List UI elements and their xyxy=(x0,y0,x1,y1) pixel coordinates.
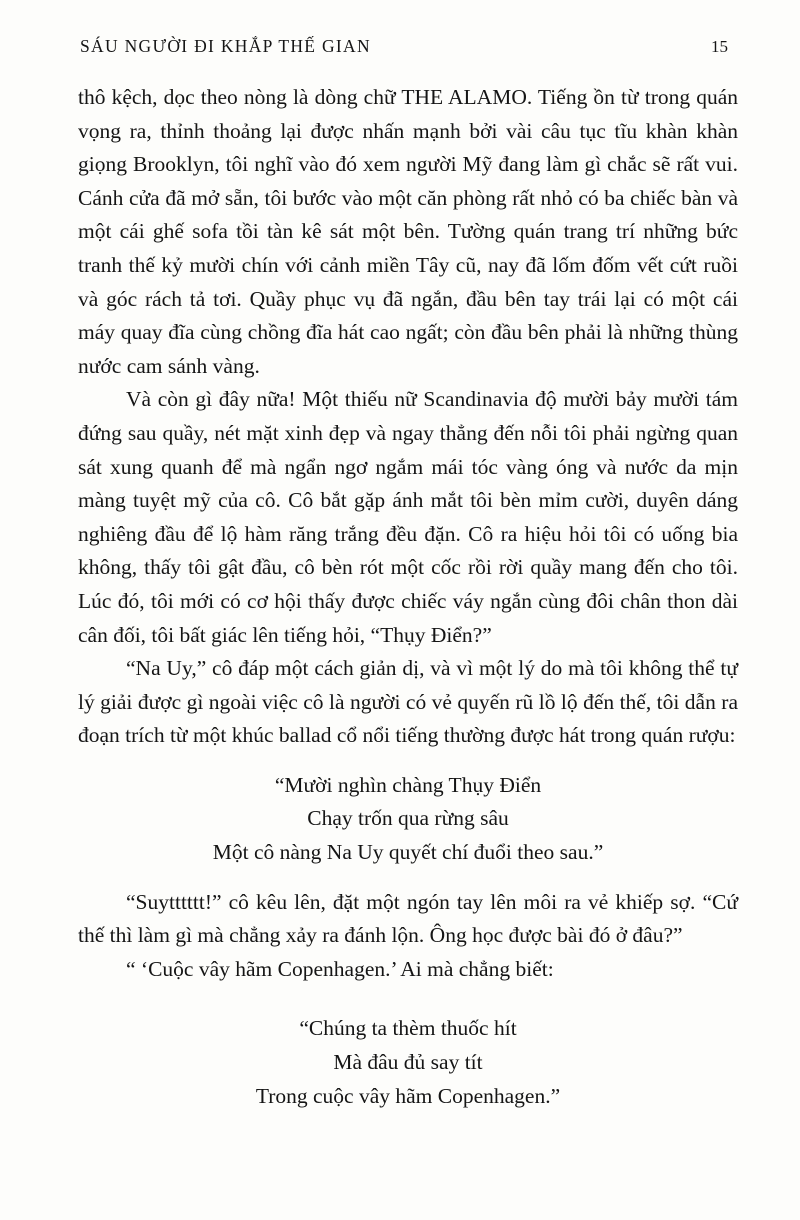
running-title: SÁU NGƯỜI ĐI KHẮP THẾ GIAN xyxy=(80,36,371,56)
page-body xyxy=(0,57,800,1113)
paragraph: thô kệch, dọc theo nòng là dòng chữ THE ALAMO. Tiếng ồn từ trong quán vọng ra, thỉnh thoảng lại được nhấn mạnh bởi vài câu tục tĩu khàn khàn giọng Brooklyn, tôi nghĩ vào đó xem người Mỹ đang làm gì chắc sẽ rất vui. Cánh cửa đã mở sẵn, tôi bước vào một căn phòng rất nhỏ có ba chiếc bàn và một cái ghế sofa tồi tàn kê sát một bên. Tường quán trang trí những bức tranh thế kỷ mười chín với cảnh miền Tây cũ, nay đã lốm đốm vết cứt ruồi và góc rách tả tơi. Quầy phục vụ đã ngắn, đầu bên tay trái lại có một cái máy quay đĩa cùng chồng đĩa hát cao ngất; còn đầu bên phải là những thùng nước cam sánh vàng. xyxy=(78,85,738,378)
verse-line: Trong cuộc vây hãm Copenhagen.” xyxy=(255,1083,561,1108)
verse-quote xyxy=(78,1012,738,1113)
verse-quote xyxy=(78,769,738,870)
verse-line: Chạy trốn qua rừng sâu xyxy=(307,806,509,831)
paragraph: Và còn gì đây nữa! Một thiếu nữ Scandinavia độ mười bảy mười tám đứng sau quầy, nét mặt xinh đẹp và ngay thẳng đến nỗi tôi phải ngừng quan sát xung quanh để mà ngẩn ngơ ngắm mái tóc vàng óng và nước da mịn màng tuyệt mỹ của cô. Cô bắt gặp ánh mắt tôi bèn mỉm cười, duyên dáng nghiêng đầu để lộ hàm răng trắng đều đặn. Cô ra hiệu hỏi tôi có uống bia không, thấy tôi gật đầu, cô bèn rót một cốc rồi rời quầy mang đến cho tôi. Lúc đó, tôi mới có cơ hội thấy được chiếc váy ngắn cùng đôi chân thon dài cân đối, tôi bất giác lên tiếng hỏi, “Thụy Điển?” xyxy=(78,387,738,647)
page-header xyxy=(0,0,800,57)
page-number: 15 xyxy=(711,37,728,56)
verse-line: Mà đâu đủ say tít xyxy=(333,1050,483,1075)
paragraph: “Na Uy,” cô đáp một cách giản dị, và vì một lý do mà tôi không thể tự lý giải được gì ngoài việc cô là người có vẻ quyến rũ lồ lộ đến thế, tôi dẫn ra đoạn trích từ một khúc ballad cổ nổi tiếng thường được hát trong quán rượu: xyxy=(78,656,738,748)
paragraph: “ ‘Cuộc vây hãm Copenhagen.’ Ai mà chẳng biết: xyxy=(126,956,554,981)
verse-line: “Mười nghìn chàng Thụy Điển xyxy=(274,772,542,797)
paragraph: “Suytttttt!” cô kêu lên, đặt một ngón tay lên môi ra vẻ khiếp sợ. “Cứ thế thì làm gì mà chẳng xảy ra đánh lộn. Ông học được bài đó ở đâu?” xyxy=(78,889,738,948)
verse-line: “Chúng ta thèm thuốc hít xyxy=(299,1016,517,1041)
verse-line: Một cô nàng Na Uy quyết chí đuổi theo sau.” xyxy=(212,840,604,865)
